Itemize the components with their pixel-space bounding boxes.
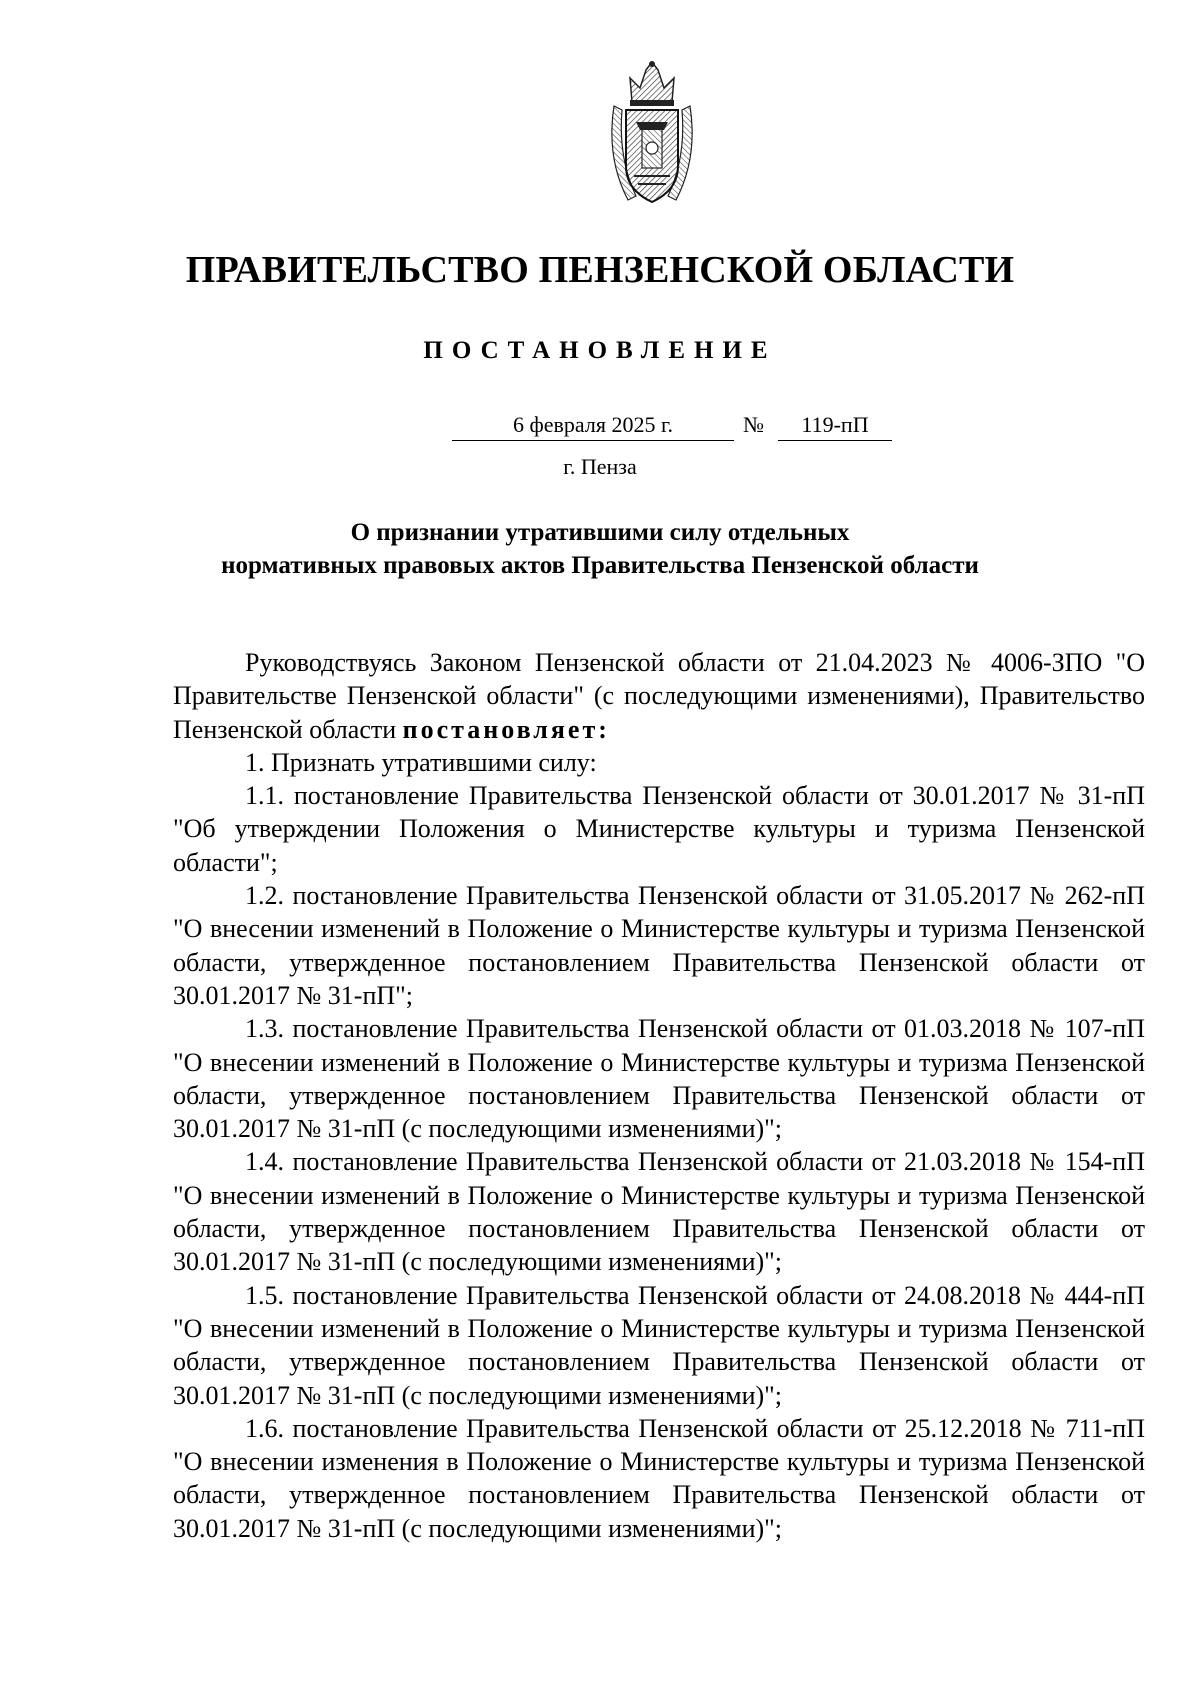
coat-of-arms-icon xyxy=(604,58,700,210)
preamble-text: Руководствуясь Законом Пензенской области от 21.04.2023 № 4006-ЗПО "О Правительстве Пензенской области" (с последующими изменениями), Правительство Пензенской области xyxy=(173,648,1145,744)
document-city: г. Пенза xyxy=(563,454,637,479)
decree-word: постановляет: xyxy=(402,714,610,744)
item-1: 1. Признать утратившими силу: xyxy=(245,747,597,777)
coat-of-arms-emblem xyxy=(604,58,700,210)
subitem-1-1: 1.1. постановление Правительства Пензенской области от 30.01.2017 № 31-пП "Об утверждении Положения о Министерстве культуры и туризма Пензенской области"; xyxy=(173,781,1145,877)
subitem-1-2: 1.2. постановление Правительства Пензенской области от 31.05.2017 № 262-пП "О внесении изменений в Положение о Министерстве культуры и туризма Пензенской области, утвержденное постановлением Правительства Пензенской области от 30.01.2017 № 31-пП"; xyxy=(173,881,1145,1010)
preamble-paragraph xyxy=(173,646,1145,746)
heading-line-2: нормативных правовых актов Правительства Пензенской области xyxy=(221,552,979,579)
number-sign: № xyxy=(743,412,764,437)
subitem-1-5: 1.5. постановление Правительства Пензенской области от 24.08.2018 № 444-пП "О внесении изменений в Положение о Министерстве культуры и туризма Пензенской области, утвержденное постановлением Правительства Пензенской области от 30.01.2017 № 31-пП (с последующими изменениями)"; xyxy=(173,1280,1145,1410)
subitem-1-4: 1.4. постановление Правительства Пензенской области от 21.03.2018 № 154-пП "О внесении изменений в Положение о Министерстве культуры и туризма Пензенской области, утвержденное постановлением Правительства Пензенской области от 30.01.2017 № 31-пП (с последующими изменениями)"; xyxy=(173,1147,1145,1277)
subitem-1-6: 1.6. постановление Правительства Пензенской области от 25.12.2018 № 711-пП "О внесении изменения в Положение о Министерстве культуры и туризма Пензенской области, утвержденное постановлением Правительства Пензенской области от 30.01.2017 № 31-пП (с последующими изменениями)"; xyxy=(173,1413,1145,1543)
organization-title: ПРАВИТЕЛЬСТВО ПЕНЗЕНСКОЙ ОБЛАСТИ xyxy=(185,249,1015,291)
document-date: 6 февраля 2025 г. xyxy=(452,410,734,441)
document-number: 119-пП xyxy=(778,410,892,441)
subitem-1-3: 1.3. постановление Правительства Пензенской области от 01.03.2018 № 107-пП "О внесении изменений в Положение о Министерстве культуры и туризма Пензенской области, утвержденное постановлением Правительства Пензенской области от 30.01.2017 № 31-пП (с последующими изменениями)"; xyxy=(173,1014,1145,1144)
document-type: ПОСТАНОВЛЕНИЕ xyxy=(423,337,777,364)
document-heading xyxy=(150,516,1050,582)
document-meta-line xyxy=(0,410,1200,446)
document-body xyxy=(173,646,1145,1545)
heading-line-1: О признании утратившими силу отдельных xyxy=(350,519,850,546)
